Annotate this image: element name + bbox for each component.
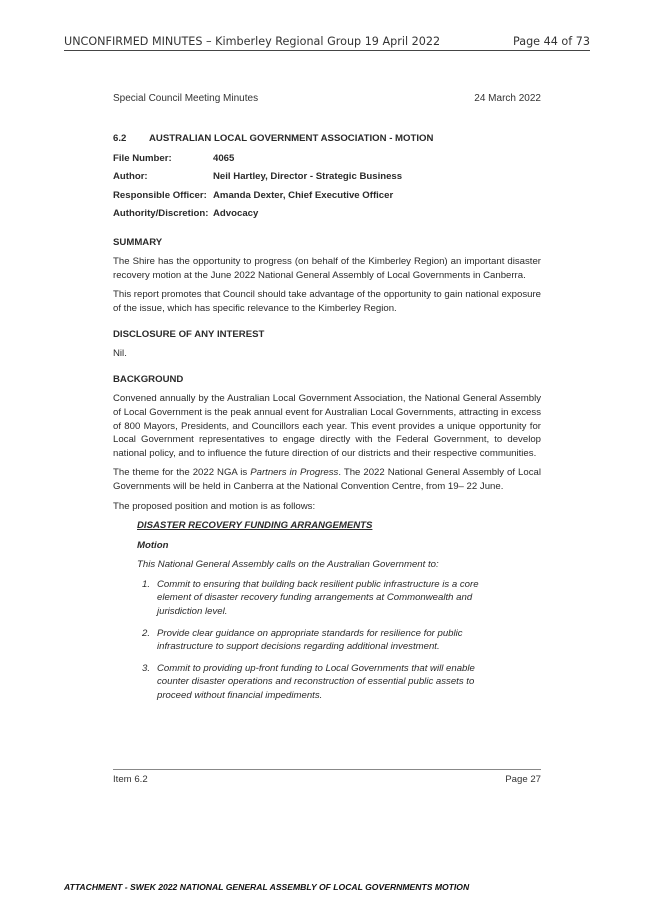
theme-name: Partners in Progress — [250, 467, 339, 479]
background-paragraph-2 — [113, 466, 541, 493]
header-page-number: Page 44 of 73 — [512, 35, 590, 48]
motion-item-number: 3. — [142, 662, 151, 674]
summary-paragraph-2: This report promotes that Council should take advantage of the opportunity to gain national exposure of the issue, which has specific relevance to the Kimberley Region. — [113, 289, 541, 314]
meeting-subheader — [113, 93, 541, 107]
motion-item-text: Provide clear guidance on appropriate standards for resilience for public infrastructure to support decisions regarding additional investment. — [157, 627, 463, 653]
background-heading: BACKGROUND — [113, 373, 184, 385]
motion-item — [137, 662, 487, 703]
motion-heading: Motion — [137, 539, 169, 551]
attachment-caption: ATTACHMENT - SWEK 2022 NATIONAL GENERAL ASSEMBLY OF LOCAL GOVERNMENTS MOTION — [64, 882, 470, 892]
page-footer — [113, 769, 541, 785]
meta-responsible-officer — [113, 189, 541, 208]
header-title: UNCONFIRMED MINUTES – Kimberley Regional Group 19 April 2022 — [64, 35, 441, 48]
report-body — [113, 132, 541, 711]
meta-label: Responsible Officer: — [113, 189, 207, 201]
summary-heading: SUMMARY — [113, 236, 163, 248]
disclosure-text: Nil. — [113, 348, 127, 360]
meta-value: 4065 — [213, 152, 235, 164]
document-header — [64, 35, 590, 51]
theme-lead-text: The theme for the 2022 NGA is — [113, 467, 251, 479]
motion-item-number: 1. — [142, 578, 151, 590]
meta-file-number — [113, 152, 541, 171]
background-paragraph-1: Convened annually by the Australian Local Government Association, the National General Assembly of Local Government is the peak annual event for Australian Local Governments, attracting in excess of 800 Mayors, Presidents, and Councillors each year. This event provides a unique opportunity for Local Government representatives to engage directly with the Federal Government, to develop national policy, and to influence the future direction of our districts and their respective communities. — [113, 393, 541, 459]
report-metadata — [113, 152, 541, 226]
motion-item-text: Commit to ensuring that building back resilient public infrastructure is a core element of disaster recovery funding arrangements at Commonwealth and jurisdiction level. — [157, 578, 479, 618]
footer-page-number: Page 27 — [505, 774, 541, 785]
motion-title: DISASTER RECOVERY FUNDING ARRANGEMENTS — [137, 520, 373, 532]
meta-label: Author: — [113, 171, 148, 183]
item-title: AUSTRALIAN LOCAL GOVERNMENT ASSOCIATION - MOTION — [149, 133, 434, 144]
proposed-motion — [137, 519, 541, 703]
background-paragraph-3: The proposed position and motion is as follows: — [113, 500, 316, 512]
motion-list — [137, 578, 541, 703]
item-number: 6.2 — [113, 133, 127, 144]
theme-trailing-text: . The 2022 National General Assembly of Local Governments will be held in Canberra at the National Convention Centre, from 19– 22 June. — [113, 467, 541, 492]
meta-value: Neil Hartley, Director - Strategic Business — [213, 171, 403, 183]
disclosure-heading: DISCLOSURE OF ANY INTEREST — [113, 328, 265, 340]
meta-authority — [113, 207, 541, 226]
meta-value: Advocacy — [213, 208, 259, 220]
motion-item-number: 2. — [142, 627, 151, 639]
motion-intro: This National General Assembly calls on the Australian Government to: — [137, 559, 439, 571]
meta-label: Authority/Discretion: — [113, 208, 209, 220]
motion-item-text: Commit to providing up-front funding to Local Governments that will enable counter disaster operations and reconstruction of essential public assets to proceed without financial impediments. — [157, 662, 475, 702]
meeting-date: 24 March 2022 — [474, 93, 541, 104]
meeting-title: Special Council Meeting Minutes — [113, 93, 259, 104]
footer-item-ref: Item 6.2 — [113, 774, 148, 785]
meta-label: File Number: — [113, 152, 172, 164]
summary-paragraph-1: The Shire has the opportunity to progress (on behalf of the Kimberley Region) an important disaster recovery motion at the June 2022 National General Assembly of Local Governments in Canberra. — [113, 256, 541, 281]
item-heading — [113, 132, 541, 146]
motion-item — [137, 627, 487, 654]
motion-item — [137, 578, 487, 619]
meta-value: Amanda Dexter, Chief Executive Officer — [213, 189, 394, 201]
meta-author — [113, 170, 541, 189]
